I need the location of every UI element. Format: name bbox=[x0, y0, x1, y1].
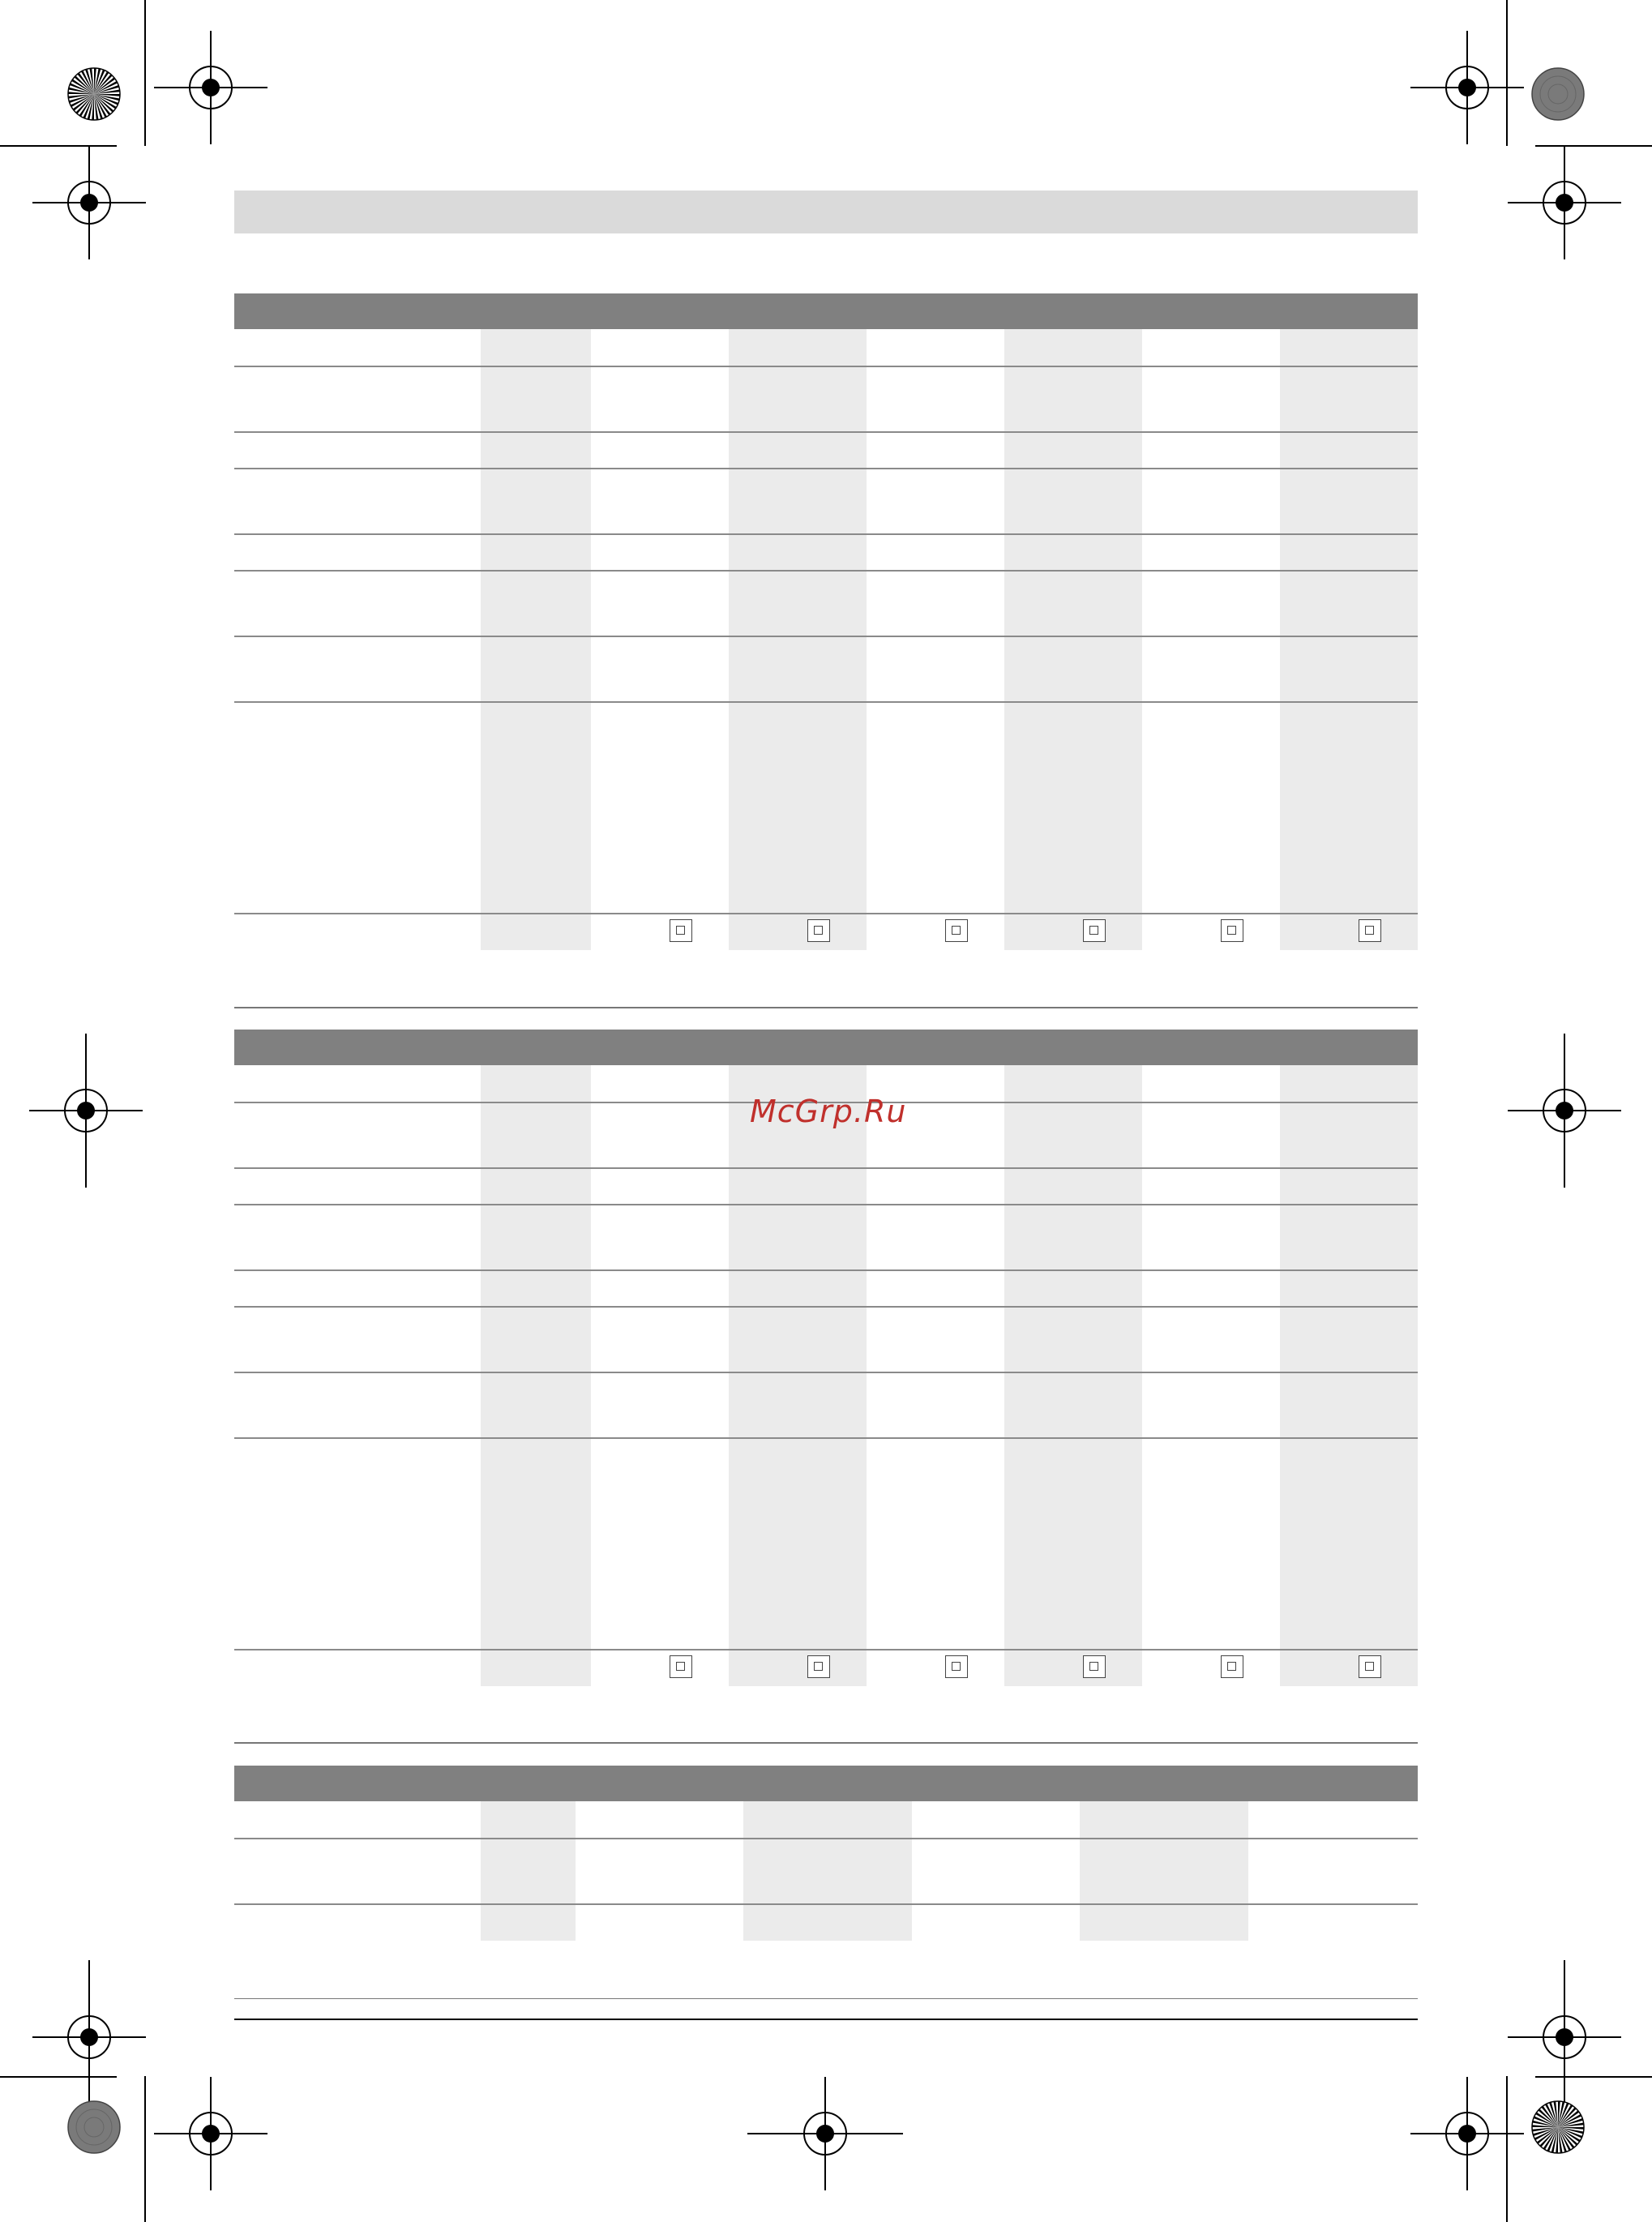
table-1-row-divider bbox=[234, 431, 1418, 433]
table-2-header bbox=[234, 1030, 1418, 1065]
table-1-row-divider bbox=[234, 570, 1418, 572]
gray-target-icon bbox=[66, 2100, 122, 2155]
registration-mark-icon bbox=[1410, 31, 1524, 144]
footer-rule bbox=[234, 2019, 1418, 2020]
table-2-row-divider bbox=[234, 1372, 1418, 1373]
table-2-column-shade bbox=[1004, 1065, 1142, 1686]
table-2-row-divider bbox=[234, 1649, 1418, 1650]
table-2-row-divider bbox=[234, 1437, 1418, 1439]
table-2-column-shade bbox=[729, 1065, 867, 1686]
table-1-column-shade bbox=[1280, 329, 1418, 950]
table-1-row-divider bbox=[234, 636, 1418, 637]
watermark-text: McGrp.Ru bbox=[750, 1094, 907, 1129]
section-separator bbox=[234, 1007, 1418, 1008]
table-2-row-divider bbox=[234, 1204, 1418, 1205]
table-3-column-shade bbox=[1080, 1801, 1248, 1941]
registration-mark-icon bbox=[29, 1034, 143, 1188]
table-1-checkbox-icon[interactable] bbox=[945, 919, 968, 942]
table-3-header bbox=[234, 1766, 1418, 1801]
table-2-checkbox-icon[interactable] bbox=[1083, 1655, 1106, 1678]
table-1-checkbox-icon[interactable] bbox=[807, 919, 830, 942]
table-2-row-divider bbox=[234, 1269, 1418, 1271]
table-1-row-divider bbox=[234, 366, 1418, 367]
table-1-header bbox=[234, 293, 1418, 329]
section-separator bbox=[234, 1742, 1418, 1744]
starburst-target-icon bbox=[1530, 2100, 1586, 2155]
registration-mark-icon bbox=[154, 31, 267, 144]
table-3-column-shade bbox=[481, 1801, 576, 1941]
table-2-checkbox-icon[interactable] bbox=[1359, 1655, 1381, 1678]
table-2-row-divider bbox=[234, 1167, 1418, 1169]
table-1-column-shade bbox=[729, 329, 867, 950]
table-1-checkbox-icon[interactable] bbox=[1221, 919, 1243, 942]
table-1-row-divider bbox=[234, 701, 1418, 703]
registration-mark-icon bbox=[1508, 1960, 1621, 2114]
table-3-row-divider bbox=[234, 1838, 1418, 1839]
registration-mark-icon bbox=[154, 2077, 267, 2190]
table-1-row-divider bbox=[234, 468, 1418, 469]
registration-mark-icon bbox=[32, 1960, 146, 2114]
table-3-row-divider bbox=[234, 1903, 1418, 1905]
footer-rule bbox=[234, 1998, 1418, 1999]
gray-target-icon bbox=[1530, 66, 1586, 122]
table-1-column-shade bbox=[1004, 329, 1142, 950]
table-1-checkbox-icon[interactable] bbox=[670, 919, 692, 942]
table-3-column-shade bbox=[743, 1801, 912, 1941]
table-1-row-divider bbox=[234, 533, 1418, 535]
top-band bbox=[234, 191, 1418, 233]
registration-mark-icon bbox=[32, 146, 146, 259]
table-2-checkbox-icon[interactable] bbox=[945, 1655, 968, 1678]
table-1-checkbox-icon[interactable] bbox=[1083, 919, 1106, 942]
table-2-checkbox-icon[interactable] bbox=[1221, 1655, 1243, 1678]
crop-line bbox=[144, 0, 146, 146]
registration-mark-icon bbox=[1410, 2077, 1524, 2190]
table-2-row-divider bbox=[234, 1306, 1418, 1308]
table-1-checkbox-icon[interactable] bbox=[1359, 919, 1381, 942]
table-1 bbox=[234, 293, 1418, 950]
registration-mark-icon bbox=[747, 2077, 903, 2190]
table-2-column-shade bbox=[1280, 1065, 1418, 1686]
registration-mark-icon bbox=[1508, 146, 1621, 259]
table-1-row-divider bbox=[234, 913, 1418, 914]
table-3 bbox=[234, 1766, 1418, 1941]
table-2-checkbox-icon[interactable] bbox=[670, 1655, 692, 1678]
registration-mark-icon bbox=[1508, 1034, 1621, 1188]
table-1-column-shade bbox=[481, 329, 591, 950]
table-2-column-shade bbox=[481, 1065, 591, 1686]
table-2-checkbox-icon[interactable] bbox=[807, 1655, 830, 1678]
starburst-target-icon bbox=[66, 66, 122, 122]
